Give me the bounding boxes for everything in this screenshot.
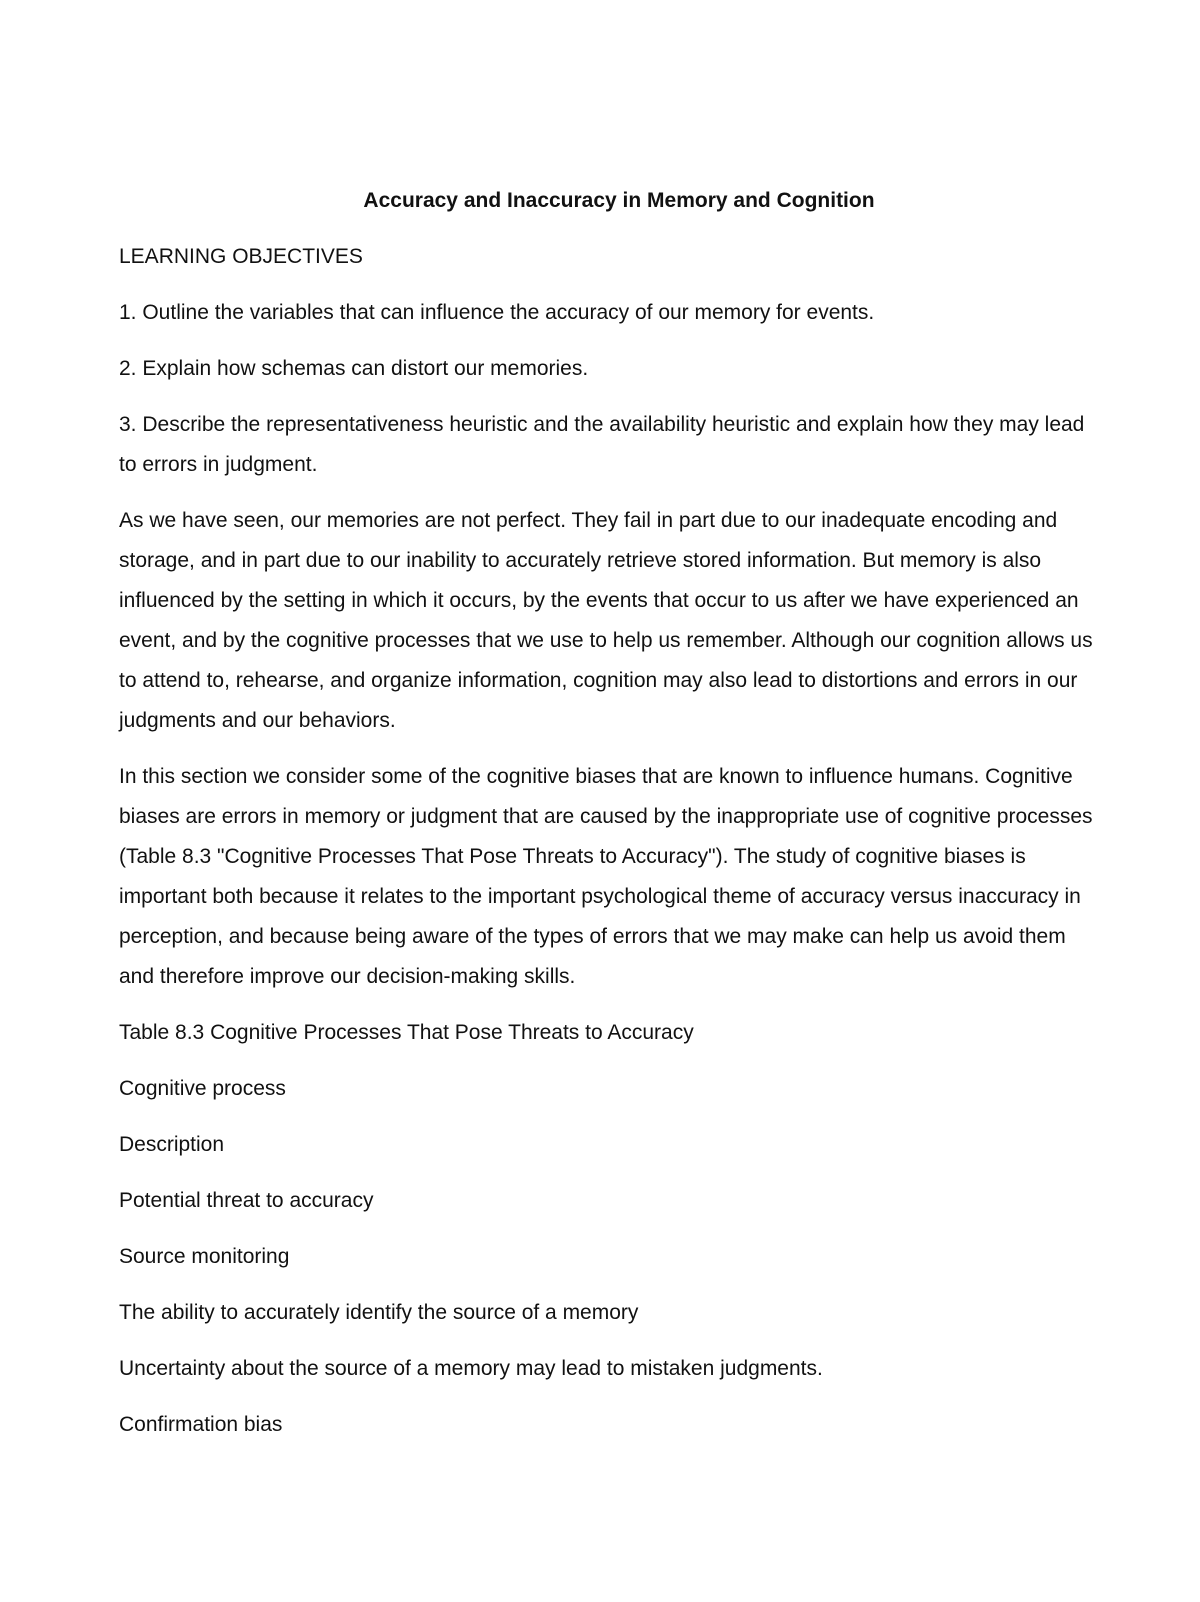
table-line: Potential threat to accuracy: [119, 1189, 374, 1212]
objective-item: 3. Describe the representativeness heuristic and the availability heuristic and explain how they may lead to errors in judgment.: [119, 413, 1085, 476]
table-caption: Table 8.3 Cognitive Processes That Pose Threats to Accuracy: [119, 1021, 694, 1044]
table-line: Confirmation bias: [119, 1413, 283, 1436]
document-body: [119, 181, 1099, 1461]
body-paragraph: In this section we consider some of the cognitive biases that are known to influence humans. Cognitive biases are errors in memory or judgment that are caused by the inappropriate use of cognitive processes (Table 8.3 "Cognitive Processes That Pose Threats to Accuracy"). The study of cognitive biases is important both because it relates to the important psychological theme of accuracy versus inaccuracy in perception, and because being aware of the types of errors that we may make can help us avoid them and therefore improve our decision-making skills.: [119, 765, 1093, 988]
page-title: Accuracy and Inaccuracy in Memory and Cognition: [363, 189, 875, 212]
table-line: Uncertainty about the source of a memory may lead to mistaken judgments.: [119, 1357, 823, 1380]
table-line: Cognitive process: [119, 1077, 286, 1100]
body-paragraph: As we have seen, our memories are not perfect. They fail in part due to our inadequate encoding and storage, and in part due to our inability to accurately retrieve stored information. But memory is also influenced by the setting in which it occurs, by the events that occur to us after we have experienced an event, and by the cognitive processes that we use to help us remember. Although our cognition allows us to attend to, rehearse, and organize information, cognition may also lead to distortions and errors in our judgments and our behaviors.: [119, 509, 1093, 732]
table-line: The ability to accurately identify the source of a memory: [119, 1301, 639, 1324]
objectives-heading: LEARNING OBJECTIVES: [119, 245, 363, 268]
table-line: Source monitoring: [119, 1245, 290, 1268]
table-line: Description: [119, 1133, 225, 1156]
objective-item: 1. Outline the variables that can influence the accuracy of our memory for events.: [119, 301, 875, 324]
objective-item: 2. Explain how schemas can distort our memories.: [119, 357, 589, 380]
